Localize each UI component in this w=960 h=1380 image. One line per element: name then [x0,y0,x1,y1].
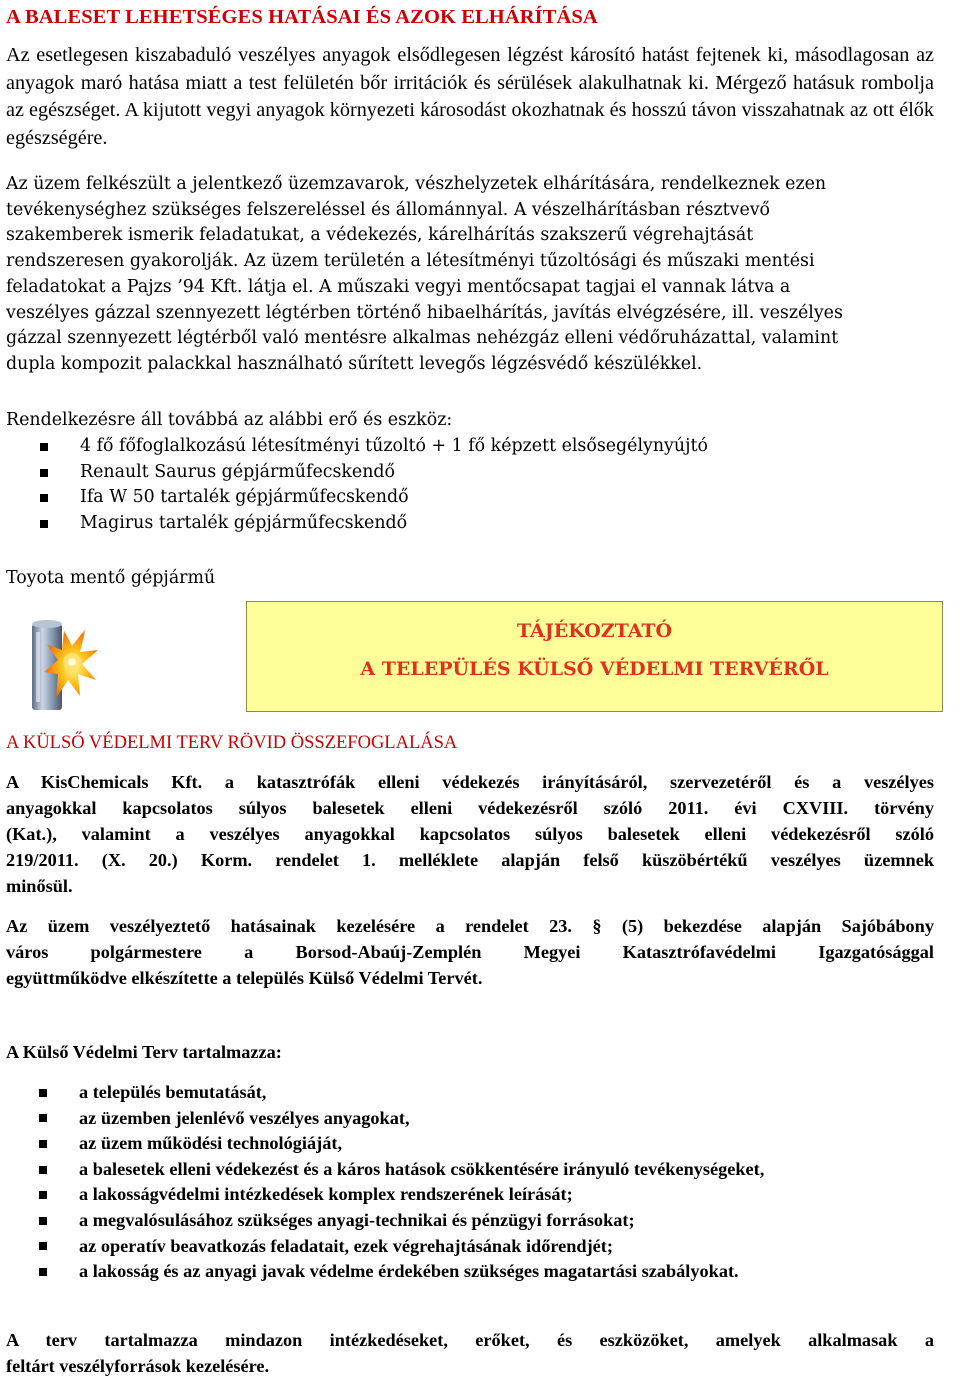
paragraph-line: 219/2011. (X. 20.) Korm. rendelet 1. melléklete alapján felső küszöbértékű veszélyes üzemnek [6,850,934,870]
list-item [79,1106,764,1132]
list-item [80,511,708,537]
square-bullet-icon [39,1242,47,1250]
paragraph-line: együttműködve elkészítette a település Külső Védelmi Tervét. [6,968,483,988]
square-bullet-icon [39,1191,47,1199]
summary-heading: A KÜLSŐ VÉDELMI TERV RÖVID ÖSSZEFOGLALÁSA [6,733,458,753]
list-item-text: 4 fő főfoglalkozású létesítményi tűzoltó + 1 fő képzett elsősegélynyújtó [80,436,708,456]
list-item-text: a megvalósulásához szükséges anyagi-technikai és pénzügyi forrásokat; [79,1209,635,1230]
info-banner [246,601,943,712]
square-bullet-icon [39,1166,47,1174]
paragraph-line: rendszeresen gyakorolják. Az üzem területén a létesítményi tűzoltósági és műszaki mentési [6,251,815,272]
list-item-text: a lakosságvédelmi intézkedések komplex rendszerének leírását; [79,1184,573,1205]
resources-intro: Rendelkezésre áll továbbá az alábbi erő és eszköz: [6,410,453,430]
paragraph-line: minősül. [6,876,73,896]
final-paragraph [6,1327,934,1379]
contents-list [79,1080,764,1285]
resources-list [80,434,708,537]
paragraph-line: veszélyes gázzal szennyezett légtérben történő hibaelhárítás, javítás elvégzésére, ill. veszélyes [6,302,843,323]
list-item [79,1208,764,1234]
plan-paragraph [6,913,934,991]
list-item [80,485,708,511]
square-bullet-icon [39,1140,47,1148]
intro-paragraph: Az esetlegesen kiszabaduló veszélyes anyagok elsődlegesen légzést károsító hatást fejtenek ki, másodlagosan az anyagok maró hatása miatt a test felületén bőr irritációk és sérülések alakulhatnak ki. Mérgező hatásuk rombolja az egészséget. A kijutott vegyi anyagok környezeti károsodást okozhatnak és hosszú távon visszahatnak az ott élők egészségére. [6,44,934,149]
square-bullet-icon [40,520,48,528]
paragraph-line: dupla kompozit palackkal használható sűrített levegős légzésvédő készülékkel. [6,353,703,374]
contents-heading: A Külső Védelmi Terv tartalmazza: [6,1042,282,1062]
list-item [80,460,708,486]
list-item-text: az operatív beavatkozás feladatait, ezek végrehajtásának időrendjét; [79,1235,613,1256]
list-item-text: az üzemben jelenlévő veszélyes anyagokat, [79,1107,410,1128]
paragraph-line: város polgármestere a Borsod-Abaúj-Zemplén Megyei Katasztrófavédelmi Igazgatósággal [6,942,934,962]
paragraph-line: Az üzem felkészült a jelentkező üzemzavarok, vészhelyzetek elhárítására, rendelkeznek ezen [6,174,827,194]
paragraph-line: Az üzem veszélyeztető hatásainak kezelésére a rendelet 23. § (5) bekezdése alapján Sajóbábony [6,916,934,936]
list-item-text: Ifa W 50 tartalék gépjárműfecskendő [80,487,409,508]
paragraph-line: gázzal szennyezett légtérből való mentésre alkalmas nehézgáz elleni védőruházattal, valamint [6,328,839,349]
list-item [79,1157,764,1183]
page-title: A BALESET LEHETSÉGES HATÁSAI ÉS AZOK ELHÁRÍTÁSA [6,6,598,28]
square-bullet-icon [39,1217,47,1225]
square-bullet-icon [39,1268,47,1276]
paragraph-line: (Kat.), valamint a veszélyes anyagokkal kapcsolatos súlyos balesetek elleni védekezésről szóló [6,824,934,844]
list-item [79,1131,764,1157]
paragraph-line: A KisChemicals Kft. a katasztrófák elleni védekezés irányításáról, szervezetéről és a veszélyes [6,772,934,792]
paragraph-line: anyagokkal kapcsolatos súlyos balesetek elleni védekezésről szóló 2011. évi CXVIII. törvény [6,798,934,818]
square-bullet-icon [40,469,48,477]
paragraph-line: szakemberek ismerik feladatukat, a védekezés, kárelhárítás szakszerű végrehajtását [6,225,754,246]
square-bullet-icon [39,1114,47,1122]
preparedness-paragraph [6,172,936,378]
list-item [79,1080,764,1106]
paragraph-line: feladatokat a Pajzs ’94 Kft. látja el. A műszaki vegyi mentőcsapat tagjai el vannak látva a [6,276,791,297]
list-item-text: Magirus tartalék gépjárműfecskendő [80,513,408,534]
list-item-text: a lakosság és az anyagi javak védelme érdekében szükséges magatartási szabályokat. [79,1261,739,1282]
list-item [80,434,708,460]
square-bullet-icon [40,443,48,451]
square-bullet-icon [39,1089,47,1097]
info-banner-title: TÁJÉKOZTATÓ [516,620,673,642]
paragraph-line: A terv tartalmazza mindazon intézkedéseket, erőket, és eszközöket, amelyek alkalmasak a [6,1330,934,1350]
paragraph-line: feltárt veszélyforrások kezelésére. [6,1356,270,1376]
info-banner-subtitle: A TELEPÜLÉS KÜLSŐ VÉDELMI TERVÉRŐL [360,658,829,680]
list-item [79,1234,764,1260]
square-bullet-icon [40,494,48,502]
list-item-text: a település bemutatását, [79,1082,267,1102]
list-item-text: a balesetek elleni védekezést és a káros hatások csökkentésére irányuló tevékenységeket, [79,1158,765,1179]
toyota-line: Toyota mentő gépjármű [6,568,216,588]
list-item-text: az üzem működési technológiáját, [79,1133,343,1154]
paragraph-line: tevékenységhez szükséges felszereléssel és állománnyal. A vészelhárításban résztvevő [6,199,771,220]
explosion-logo-icon [26,610,98,714]
list-item-text: Renault Saurus gépjárműfecskendő [80,461,396,482]
list-item [79,1182,764,1208]
list-item [79,1259,764,1285]
classification-paragraph [6,769,934,899]
